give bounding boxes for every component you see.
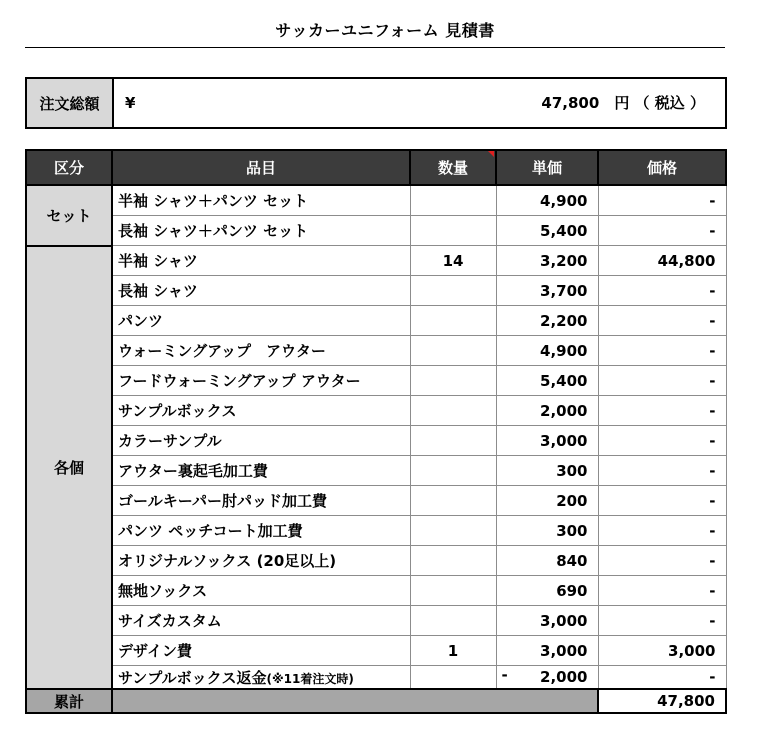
quantity-cell[interactable] (410, 276, 496, 306)
unit-price-cell: 3,200 (496, 246, 598, 276)
item-name: ゴールキーパー肘パッド加工費 (112, 486, 410, 516)
price-cell: - (598, 666, 726, 690)
price-cell: - (598, 576, 726, 606)
table-row (26, 246, 726, 276)
table-row (26, 546, 726, 576)
item-name: パンツ (112, 306, 410, 336)
quantity-cell[interactable] (410, 666, 496, 690)
price-cell: - (598, 516, 726, 546)
category-set: セット (26, 185, 112, 246)
order-total-amount: 47,800 (541, 94, 600, 112)
estimate-table (25, 149, 727, 714)
unit-price-cell: 840 (496, 546, 598, 576)
item-name: ウォーミングアップ アウター (112, 336, 410, 366)
item-name: 長袖 シャツ＋パンツ セット (112, 216, 410, 246)
price-cell: - (598, 185, 726, 216)
item-name: 長袖 シャツ (112, 276, 410, 306)
unit-price-cell: 3,000 (496, 636, 598, 666)
unit-price-cell: 300 (496, 456, 598, 486)
currency-symbol: ¥ (125, 94, 136, 112)
table-row (26, 426, 726, 456)
header-price: 価格 (598, 150, 726, 185)
table-row (26, 276, 726, 306)
unit-price-value: 2,000 (540, 668, 588, 686)
cell-comment-indicator[interactable] (488, 151, 494, 157)
header-unit-price: 単価 (496, 150, 598, 185)
item-name: フードウォーミングアップ アウター (112, 366, 410, 396)
quantity-cell[interactable] (410, 576, 496, 606)
item-note: (※11着注文時) (266, 671, 354, 686)
item-name: 無地ソックス (112, 576, 410, 606)
negative-sign: - (501, 666, 508, 684)
unit-price-cell: 4,900 (496, 336, 598, 366)
unit-price-cell: 4,900 (496, 185, 598, 216)
table-row (26, 456, 726, 486)
table-row (26, 306, 726, 336)
price-cell: - (598, 486, 726, 516)
order-total-suffix: 円 （ 税込 ） (614, 94, 705, 112)
item-name: アウター裏起毛加工費 (112, 456, 410, 486)
unit-price-cell: 3,700 (496, 276, 598, 306)
unit-price-cell: 200 (496, 486, 598, 516)
item-name: デザイン費 (112, 636, 410, 666)
table-row (26, 336, 726, 366)
item-name: カラーサンプル (112, 426, 410, 456)
order-total-label: 注文総額 (27, 79, 114, 127)
unit-price-cell: 2,200 (496, 306, 598, 336)
header-quantity: 数量 (410, 150, 496, 185)
quantity-cell[interactable] (410, 486, 496, 516)
unit-price-cell (496, 666, 598, 690)
quantity-cell[interactable] (410, 456, 496, 486)
price-cell: - (598, 216, 726, 246)
category-individual: 各個 (26, 246, 112, 690)
table-row (26, 396, 726, 426)
table-row (26, 516, 726, 546)
price-cell: - (598, 306, 726, 336)
price-cell: - (598, 546, 726, 576)
order-total-amount-wrap (541, 79, 705, 127)
price-cell: - (598, 276, 726, 306)
quantity-cell[interactable] (410, 216, 496, 246)
quantity-cell[interactable] (410, 516, 496, 546)
page-title: サッカーユニフォーム 見積書 (275, 21, 495, 40)
item-name: パンツ ペッチコート加工費 (112, 516, 410, 546)
quantity-cell[interactable] (410, 426, 496, 456)
price-cell: - (598, 336, 726, 366)
price-cell: - (598, 606, 726, 636)
table-row (26, 576, 726, 606)
quantity-cell[interactable] (410, 546, 496, 576)
quantity-cell[interactable] (410, 396, 496, 426)
price-cell: - (598, 366, 726, 396)
quantity-cell[interactable]: 1 (410, 636, 496, 666)
table-row (26, 366, 726, 396)
header-item: 品目 (112, 150, 410, 185)
table-header-row (26, 150, 726, 185)
price-cell: - (598, 396, 726, 426)
unit-price-cell: 3,000 (496, 426, 598, 456)
item-name: オリジナルソックス (20足以上) (112, 546, 410, 576)
title-divider (25, 47, 725, 48)
table-row (26, 216, 726, 246)
table-row (26, 486, 726, 516)
total-label: 累計 (26, 689, 112, 713)
unit-price-cell: 3,000 (496, 606, 598, 636)
total-row (26, 689, 726, 713)
item-name: 半袖 シャツ (112, 246, 410, 276)
order-total-box (25, 77, 727, 129)
item-name: サンプルボックス (112, 396, 410, 426)
total-value: 47,800 (598, 689, 726, 713)
price-cell: 44,800 (598, 246, 726, 276)
unit-price-cell: 5,400 (496, 366, 598, 396)
table-row (26, 185, 726, 216)
header-category: 区分 (26, 150, 112, 185)
table-row (26, 606, 726, 636)
table-row (26, 636, 726, 666)
quantity-cell[interactable] (410, 185, 496, 216)
unit-price-cell: 5,400 (496, 216, 598, 246)
table-row (26, 666, 726, 690)
quantity-cell[interactable] (410, 606, 496, 636)
price-cell: - (598, 456, 726, 486)
item-name: 半袖 シャツ＋パンツ セット (112, 185, 410, 216)
unit-price-cell: 690 (496, 576, 598, 606)
item-name: サンプルボックス返金 (118, 668, 267, 687)
quantity-cell[interactable] (410, 306, 496, 336)
unit-price-cell: 2,000 (496, 396, 598, 426)
item-name: サイズカスタム (112, 606, 410, 636)
unit-price-cell: 300 (496, 516, 598, 546)
quantity-cell[interactable]: 14 (410, 246, 496, 276)
quantity-cell[interactable] (410, 336, 496, 366)
item-name-cell (112, 666, 410, 690)
price-cell: 3,000 (598, 636, 726, 666)
total-spacer (112, 689, 598, 713)
price-cell: - (598, 426, 726, 456)
quantity-cell[interactable] (410, 366, 496, 396)
